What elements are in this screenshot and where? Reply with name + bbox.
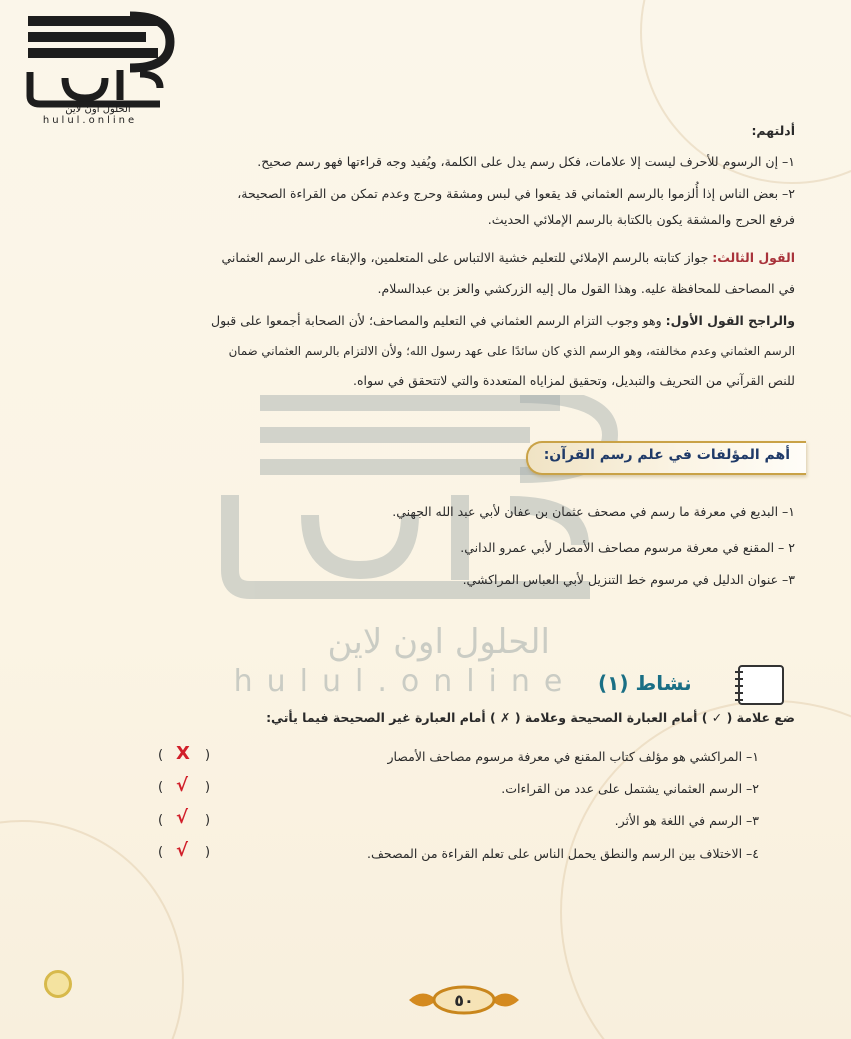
activity-item-1: ١– المراكشي هو مؤلف كتاب المقنع في معرفة مرسوم مصاحف الأمصار [387,749,759,764]
third-opinion-line1 [222,245,796,271]
decorative-swirl [0,820,184,1039]
book-item-1: ١– البديع في معرفة ما رسم في مصحف عثمان بن عفان لأبي عبد الله الجهني. [392,504,795,519]
books-title: أهم المؤلفات في علم رسم القرآن: [543,447,790,463]
third-opinion-label: القول الثالث: [712,250,795,265]
answer-mark: X [176,743,190,764]
third-opinion-text: جواز كتابته بالرسم الإملائي للتعليم خشية الالتباس على المتعلمين، والإبقاء على الرسم العثماني [221,250,709,265]
site-logo[interactable] [10,8,175,126]
evidence-2-line1: ٢– بعض الناس إذا أُلزموا بالرسم العثماني قد يقعوا في لبس ومشقة وحرج وعدم تمكن من القراءة الصحيحة، [237,186,795,201]
page-number: ٥٠ [454,991,474,1010]
evidence-1: ١– إن الرسوم للأحرف ليست إلا علامات، فكل رسم يدل على الكلمة، ويُفيد وجه قراءتها فهو رسم صحيح. [257,154,795,169]
page-number-badge [405,983,523,1017]
watermark-latin: hulul.online [233,664,577,695]
activity-item-4: ٤– الاختلاف بين الرسم والنطق يحمل الناس على تعلم القراءة من المصحف. [367,846,759,861]
preferred-opinion-label: والراجح القول الأول: [665,313,795,328]
activity-item-3: ٣– الرسم في اللغة هو الأثر. [614,813,759,828]
activity-item-2: ٢– الرسم العثماني يشتمل على عدد من القراءات. [501,781,759,796]
activity-instruction: ضع علامة ( ✓ ) أمام العبارة الصحيحة وعلامة ( ✗ ) أمام العبارة غير الصحيحة فيما يأتي: [266,710,795,725]
answer-mark: √ [176,807,189,828]
textbook-page: الحلول اون لاين hulul.online الحلول اون لاين hulul.online أدلتهم: ١– إن الرسوم للأحرف ليست إلا علامات، فكل رسم يدل على الكلمة، ويُفيد وجه قراءتها فهو رسم صحيح. ٢– بعض الناس إذا أُلزموا بالرسم العثماني قد يقعوا في لبس ومشقة وحرج وعدم تمكن من القراءة الصحيحة، فرفع الحرج والمشقة يكون بالكتابة بالرسم الإملائي الحديث. القول الثالث: جواز كتابته بالرسم الإملائي للتعليم خشية الالتباس على المتعلمين، والإبقاء على الرسم العثماني في المصاحف للمحافظة عليه. وهذا القول مال إليه الزركشي والعز بن عبدالسلام. والراجح القول الأول: وهو وجوب التزام الرسم العثماني في التعليم والمصاحف؛ لأن الصحابة أجمعوا على قبول الرسم العثماني وعدم مخالفته، وهو الرسم الذي كان سائدًا على عهد رسول الله؛ ولأن الالتزام بالرسم العثماني ضمان للنص القرآني من التحريف والتبديل، وتحقيق لمزاياه المتعددة والتي لاتتحقق في سواه. أهم المؤلفات في علم رسم القرآن: ١– البديع في معرفة ما رسم في مصحف عثمان بن عفان لأبي عبد الله الجهني. ٢ – المقنع في معرفة مرسوم مصاحف الأمصار لأبي عمرو الداني. ٣– عنوان الدليل في مرسوم خط التنزيل لأبي العباس المراكشي. نشاط (١) ضع علامة ( ✓ ) أمام العبارة الصحيحة وعلامة ( ✗ ) أمام العبارة غير الصحيحة فيما يأتي: ١– المراكشي هو مؤلف كتاب المقنع في معرفة مرسوم مصاحف الأمصار ٢– الرسم العثماني يشتمل على عدد من القراءات. ٣– الرسم في اللغة هو الأثر. ٤– الاختلاف بين الرسم والنطق يحمل الناس على تعلم القراءة من المصحف. ( X ) ( √ ) ( √ ) ( √ ) ٥٠ [0,0,851,1039]
preferred-opinion-line3: للنص القرآني من التحريف والتبديل، وتحقيق لمزاياه المتعددة والتي لاتتحقق في سواه. [352,373,795,388]
logo-arabic: الحلول اون لاين [65,104,131,115]
book-item-2: ٢ – المقنع في معرفة مرسوم مصاحف الأمصار لأبي عمرو الداني. [460,540,795,555]
book-item-3: ٣– عنوان الدليل في مرسوم خط التنزيل لأبي العباس المراكشي. [462,572,795,587]
preferred-opinion-text: وهو وجوب التزام الرسم العثماني في التعليم والمصاحف؛ لأن الصحابة أجمعوا على قبول [210,313,662,328]
logo-latin: hulul.online [42,115,138,126]
preferred-opinion-line1 [211,308,795,334]
answer-mark: √ [176,775,189,796]
watermark-arabic: الحلول اون لاين [327,622,550,662]
notebook-icon [733,663,787,707]
evidence-2-line2: فرفع الحرج والمشقة يكون بالكتابة بالرسم الإملائي الحديث. [487,212,795,227]
section-heading-evidence: أدلتهم: [751,123,795,138]
preferred-opinion-line2: الرسم العثماني وعدم مخالفته، وهو الرسم الذي كان سائدًا على عهد رسول الله؛ ولأن الالتزام بالرسم العثماني ضمان [228,344,795,358]
third-opinion-line2: في المصاحف للمحافظة عليه. وهذا القول مال إليه الزركشي والعز بن عبدالسلام. [377,281,795,296]
books-banner [526,441,806,475]
corner-ornament-icon [44,970,72,998]
answer-mark: √ [176,840,189,861]
activity-title: نشاط (١) [598,671,692,695]
